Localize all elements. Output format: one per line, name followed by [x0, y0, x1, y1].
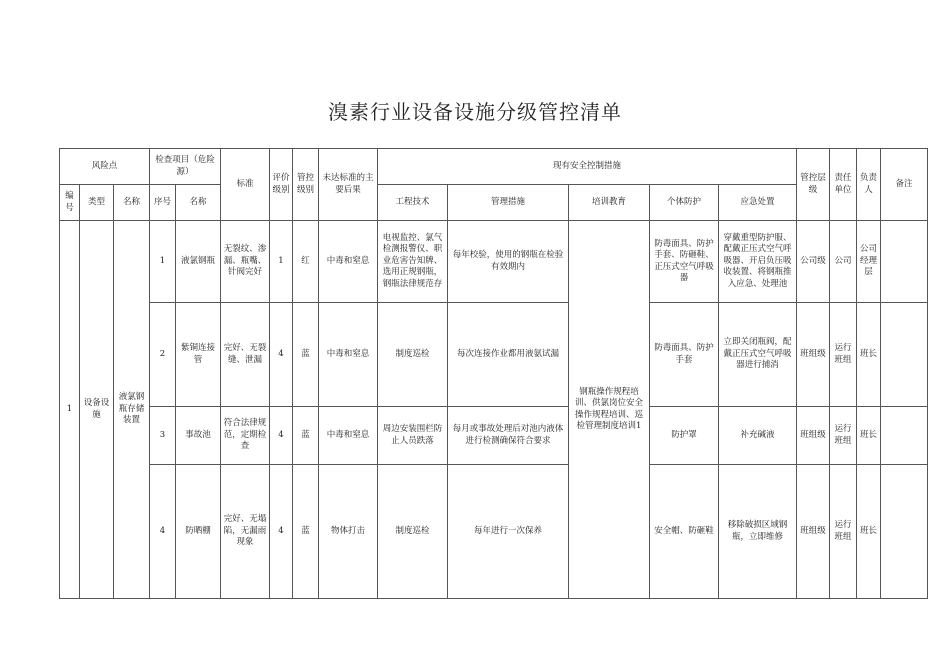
header-management: 管理措施: [448, 185, 569, 221]
header-no: 编号: [60, 185, 80, 221]
row-eval: 4: [270, 303, 293, 407]
header-item-name: 名称: [176, 185, 221, 221]
row-name: 液氯钢瓶: [176, 221, 221, 303]
row-control: 红: [293, 221, 319, 303]
row-management: 每月或事故处理后对池内液体进行检测确保符合要求: [448, 407, 569, 465]
row-management: 每次连接作业都用液氨试漏: [448, 303, 569, 407]
header-eval-level: 评价级别: [270, 149, 293, 221]
row-eval: 4: [270, 465, 293, 599]
row-ppe: 防毒面具、防护手套: [650, 303, 719, 407]
header-seq: 序号: [150, 185, 176, 221]
row-consequence: 中毒和窒息: [319, 221, 378, 303]
row-person: 班长: [857, 465, 881, 599]
row-management: 每年进行一次保养: [448, 465, 569, 599]
row-eval: 1: [270, 221, 293, 303]
header-resp-person: 负责人: [857, 149, 881, 221]
row-standard: 完好、无塌陷，无漏雨现象: [221, 465, 270, 599]
row-engineering: 周边安装围栏防止人员跌落: [378, 407, 448, 465]
row-engineering: 制度巡检: [378, 303, 448, 407]
row-consequence: 物体打击: [319, 465, 378, 599]
row-name: 事故池: [176, 407, 221, 465]
row-standard: 符合法律规范，定期检查: [221, 407, 270, 465]
header-existing-measures: 现有安全控制措施: [378, 149, 797, 185]
header-remarks: 备注: [881, 149, 928, 221]
table-row: [60, 407, 928, 465]
page-title: 溴素行业设备设施分级管控清单: [328, 100, 622, 124]
row-ppe: 防毒面具、防护手套、防砸鞋、正压式空气呼吸器: [650, 221, 719, 303]
header-consequence: 未达标准的主要后果: [319, 149, 378, 221]
header-row-1: [60, 149, 928, 185]
row-seq: 4: [150, 465, 176, 599]
row-emergency: 立即关闭瓶阀，配戴正压式空气呼吸器进行捕消: [719, 303, 797, 407]
group-type: 设备设施: [80, 221, 114, 599]
row-remark: [881, 221, 928, 303]
row-remark: [881, 407, 928, 465]
row-unit: 公司: [830, 221, 857, 303]
table-row: [60, 465, 928, 599]
row-control: 蓝: [293, 465, 319, 599]
row-name: 防晒棚: [176, 465, 221, 599]
row-control: 蓝: [293, 407, 319, 465]
row-seq: 2: [150, 303, 176, 407]
row-standard: 无裂纹、渗漏、瓶嘴、针阀完好: [221, 221, 270, 303]
header-name: 名称: [114, 185, 150, 221]
row-standard: 完好、无裂缝、泄漏: [221, 303, 270, 407]
row-unit: 运行班组: [830, 407, 857, 465]
header-type: 类型: [80, 185, 114, 221]
header-control-level: 管控级别: [293, 149, 319, 221]
row-emergency: 补充碱液: [719, 407, 797, 465]
row-control: 蓝: [293, 303, 319, 407]
row-person: 公司经理层: [857, 221, 881, 303]
table-row: [60, 303, 928, 407]
row-ppe: 防护罩: [650, 407, 719, 465]
row-consequence: 中毒和窒息: [319, 303, 378, 407]
row-person: 班长: [857, 303, 881, 407]
row-unit: 运行班组: [830, 303, 857, 407]
header-training: 培训教育: [569, 185, 650, 221]
row-seq: 1: [150, 221, 176, 303]
header-engineering: 工程技术: [378, 185, 448, 221]
row-tier: 班组级: [797, 465, 830, 599]
risk-control-table: [59, 148, 928, 599]
table-row: [60, 221, 928, 303]
row-emergency: 移除破损区域钢瓶，立即维修: [719, 465, 797, 599]
row-seq: 3: [150, 407, 176, 465]
row-tier: 公司级: [797, 221, 830, 303]
header-standard: 标准: [221, 149, 270, 221]
group-no: 1: [60, 221, 80, 599]
group-name: 液氯钢瓶存储装置: [114, 221, 150, 599]
row-unit: 运行班组: [830, 465, 857, 599]
row-ppe: 安全帽、防砸鞋: [650, 465, 719, 599]
header-check-item: 检查项目（危险源）: [150, 149, 221, 185]
group-training: 钢瓶操作规程培训、供氯岗位安全操作规程培训、巡检管理制度培训1: [569, 221, 650, 599]
row-remark: [881, 465, 928, 599]
header-risk-point: 风险点: [60, 149, 150, 185]
row-emergency: 穿戴重型防护服、配戴正压式空气呼吸器、开启负压吸收装置、将钢瓶推入应急、处理池: [719, 221, 797, 303]
row-management: 每年校验，使用的钢瓶在检验有效期内: [448, 221, 569, 303]
row-engineering: 电视监控、氯气检测报警仪、职业危害告知牌、选用正规钢瓶，钢瓶法律规范存: [378, 221, 448, 303]
header-emergency: 应急处置: [719, 185, 797, 221]
row-consequence: 中毒和窒息: [319, 407, 378, 465]
row-tier: 班组级: [797, 407, 830, 465]
row-engineering: 制度巡检: [378, 465, 448, 599]
header-control-tier: 管控层级: [797, 149, 830, 221]
header-ppe: 个体防护: [650, 185, 719, 221]
row-remark: [881, 303, 928, 407]
row-tier: 班组级: [797, 303, 830, 407]
row-person: 班长: [857, 407, 881, 465]
row-name: 紫铜连接管: [176, 303, 221, 407]
row-eval: 4: [270, 407, 293, 465]
header-resp-unit: 责任单位: [830, 149, 857, 221]
